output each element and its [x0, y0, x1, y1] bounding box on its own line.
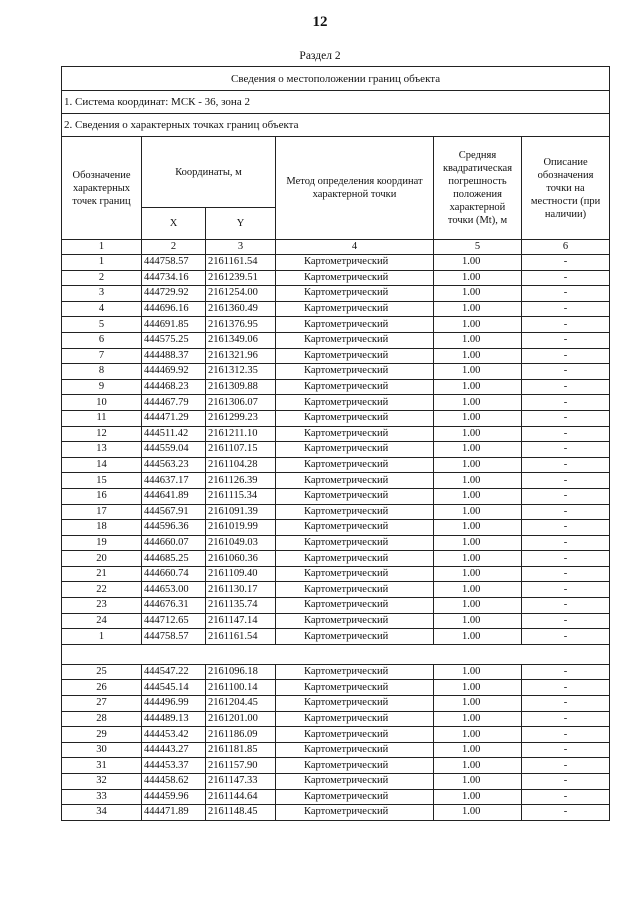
table-cell: 34 [62, 805, 142, 821]
table-cell: 18 [62, 520, 142, 536]
table-cell: 23 [62, 598, 142, 614]
table-row [62, 255, 610, 271]
table-cell: 22 [62, 582, 142, 598]
table-cell: Картометрический [276, 758, 434, 774]
table-cell: 1.00 [434, 789, 522, 805]
column-number: 1 [62, 240, 142, 255]
table-cell: 2161211.10 [206, 426, 276, 442]
table-cell: 2161157.90 [206, 758, 276, 774]
table-cell: 444758.57 [142, 629, 206, 645]
table-cell: 2 [62, 270, 142, 286]
table-cell: 1.00 [434, 488, 522, 504]
table-cell: 444469.92 [142, 364, 206, 380]
table-cell: 8 [62, 364, 142, 380]
table-cell: Картометрический [276, 711, 434, 727]
table-cell: - [522, 805, 610, 821]
table-cell: 444653.00 [142, 582, 206, 598]
table-cell: - [522, 582, 610, 598]
table-cell: - [522, 727, 610, 743]
table-cell: 1.00 [434, 255, 522, 271]
table-cell: 31 [62, 758, 142, 774]
table-cell: 1.00 [434, 442, 522, 458]
table-cell: - [522, 442, 610, 458]
table-cell: Картометрический [276, 379, 434, 395]
table-cell: Картометрический [276, 664, 434, 680]
table-cell: Картометрический [276, 727, 434, 743]
table-cell: 2161239.51 [206, 270, 276, 286]
table-cell: - [522, 680, 610, 696]
header-description: Описание обозначения точки на местности (при наличии) [522, 137, 610, 240]
table-cell: 444641.89 [142, 488, 206, 504]
table-row [62, 727, 610, 743]
table-cell: Картометрический [276, 629, 434, 645]
table-cell: 1.00 [434, 805, 522, 821]
table-cell: - [522, 711, 610, 727]
table-cell: Картометрический [276, 317, 434, 333]
table-cell: Картометрический [276, 504, 434, 520]
table-cell: Картометрический [276, 742, 434, 758]
table-cell: 1.00 [434, 301, 522, 317]
table-cell: - [522, 664, 610, 680]
table-cell: - [522, 379, 610, 395]
table-cell: 444471.89 [142, 805, 206, 821]
table-cell: 1.00 [434, 395, 522, 411]
table-row [62, 442, 610, 458]
table-cell: 2161144.64 [206, 789, 276, 805]
table-cell: 17 [62, 504, 142, 520]
table-cell: 5 [62, 317, 142, 333]
table-cell: 2161126.39 [206, 473, 276, 489]
table-cell: 9 [62, 379, 142, 395]
table-cell: Картометрический [276, 520, 434, 536]
table-cell: 7 [62, 348, 142, 364]
page-number: 12 [312, 14, 328, 30]
table-cell: - [522, 395, 610, 411]
table-cell: 444734.16 [142, 270, 206, 286]
table-row [62, 774, 610, 790]
table-cell: Картометрический [276, 473, 434, 489]
header-method: Метод определения координат характерной точки [276, 137, 434, 240]
table-row [62, 504, 610, 520]
table-cell: Картометрический [276, 696, 434, 712]
table-cell: 16 [62, 488, 142, 504]
table-cell: 444691.85 [142, 317, 206, 333]
table-cell: Картометрический [276, 774, 434, 790]
table-cell: 4 [62, 301, 142, 317]
table-cell: - [522, 364, 610, 380]
table-cell: 33 [62, 789, 142, 805]
table-cell: 32 [62, 774, 142, 790]
coord-system-row [62, 91, 610, 114]
table-cell: Картометрический [276, 582, 434, 598]
table-cell: - [522, 348, 610, 364]
points-title: 2. Сведения о характерных точках границ объекта [62, 114, 610, 137]
table-cell: 444685.25 [142, 551, 206, 567]
table-cell: 2161109.40 [206, 566, 276, 582]
table-cell: 2161299.23 [206, 410, 276, 426]
table-cell: 1.00 [434, 332, 522, 348]
table-row [62, 664, 610, 680]
table-cell: Картометрический [276, 789, 434, 805]
header-coordinates: Координаты, м [142, 137, 276, 208]
table-cell: 444467.79 [142, 395, 206, 411]
table-cell: 2161360.49 [206, 301, 276, 317]
table-cell: 1.00 [434, 379, 522, 395]
table-cell: 1.00 [434, 758, 522, 774]
column-number: 6 [522, 240, 610, 255]
table-cell: - [522, 317, 610, 333]
table-cell: 1.00 [434, 317, 522, 333]
table-row [62, 301, 610, 317]
table-cell: - [522, 301, 610, 317]
table-row [62, 520, 610, 536]
table-cell: 444496.99 [142, 696, 206, 712]
table-cell: 2161135.74 [206, 598, 276, 614]
separator-row [62, 644, 610, 664]
table-row [62, 535, 610, 551]
table-row [62, 566, 610, 582]
header-row [62, 137, 610, 208]
column-number: 4 [276, 240, 434, 255]
table-row [62, 270, 610, 286]
table-row [62, 364, 610, 380]
table-cell: 444459.96 [142, 789, 206, 805]
table-cell: Картометрический [276, 364, 434, 380]
table-cell: - [522, 613, 610, 629]
table-cell: 1.00 [434, 566, 522, 582]
table-cell: 2161148.45 [206, 805, 276, 821]
boundary-points-table [61, 66, 610, 821]
table-cell: Картометрический [276, 255, 434, 271]
table-cell: 1.00 [434, 711, 522, 727]
table-cell: - [522, 551, 610, 567]
table-cell: 12 [62, 426, 142, 442]
table-cell: 1.00 [434, 473, 522, 489]
table-cell: Картометрический [276, 442, 434, 458]
table-cell: 24 [62, 613, 142, 629]
table-cell: 2161201.00 [206, 711, 276, 727]
table-row [62, 317, 610, 333]
points-title-row [62, 114, 610, 137]
table-cell: 444559.04 [142, 442, 206, 458]
table-cell: 1.00 [434, 286, 522, 302]
table-cell: 1.00 [434, 629, 522, 645]
table-cell: 25 [62, 664, 142, 680]
table-cell: 444696.16 [142, 301, 206, 317]
table-cell: 2161204.45 [206, 696, 276, 712]
table-cell: 1.00 [434, 727, 522, 743]
table-cell: 2161306.07 [206, 395, 276, 411]
table-cell: 11 [62, 410, 142, 426]
table-row [62, 742, 610, 758]
table-cell: 13 [62, 442, 142, 458]
table-cell: 1 [62, 255, 142, 271]
table-row [62, 613, 610, 629]
column-number: 3 [206, 240, 276, 255]
table-cell: 2161060.36 [206, 551, 276, 567]
table-cell: - [522, 255, 610, 271]
table-row [62, 680, 610, 696]
table-cell: - [522, 426, 610, 442]
table-cell: 1.00 [434, 504, 522, 520]
table-cell: Картометрический [276, 805, 434, 821]
table-cell: 26 [62, 680, 142, 696]
table-row [62, 286, 610, 302]
table-cell: Картометрический [276, 332, 434, 348]
table-row [62, 696, 610, 712]
table-cell: 444453.42 [142, 727, 206, 743]
table-row [62, 598, 610, 614]
table-cell: 28 [62, 711, 142, 727]
column-numbers-row [62, 240, 610, 255]
table-cell: 2161186.09 [206, 727, 276, 743]
table-cell: Картометрический [276, 395, 434, 411]
table-cell: 1.00 [434, 664, 522, 680]
table-cell: 2161349.06 [206, 332, 276, 348]
table-cell: 2161147.33 [206, 774, 276, 790]
table-cell: 444453.37 [142, 758, 206, 774]
table-cell: 2161107.15 [206, 442, 276, 458]
table-row [62, 758, 610, 774]
table-cell: - [522, 270, 610, 286]
table-cell: 444575.25 [142, 332, 206, 348]
table-cell: 2161254.00 [206, 286, 276, 302]
table-cell: 444758.57 [142, 255, 206, 271]
column-number: 2 [142, 240, 206, 255]
table-cell: 2161091.39 [206, 504, 276, 520]
table-cell: Картометрический [276, 613, 434, 629]
table-cell: 2161376.95 [206, 317, 276, 333]
table-cell: Картометрический [276, 535, 434, 551]
table-cell: 15 [62, 473, 142, 489]
table-title: Сведения о местоположении границ объекта [62, 67, 610, 91]
table-cell: 444443.27 [142, 742, 206, 758]
separator-cell [62, 644, 610, 664]
table-cell: 1.00 [434, 410, 522, 426]
table-cell: 1.00 [434, 774, 522, 790]
table-cell: 2161019.99 [206, 520, 276, 536]
table-cell: 1.00 [434, 551, 522, 567]
table-cell: - [522, 504, 610, 520]
table-cell: 1.00 [434, 426, 522, 442]
table-cell: 2161147.14 [206, 613, 276, 629]
table-cell: 2161309.88 [206, 379, 276, 395]
table-cell: 444488.37 [142, 348, 206, 364]
table-cell: 2161049.03 [206, 535, 276, 551]
table-cell: 2161115.34 [206, 488, 276, 504]
table-cell: 1.00 [434, 680, 522, 696]
table-cell: 6 [62, 332, 142, 348]
table-cell: Картометрический [276, 680, 434, 696]
table-row [62, 332, 610, 348]
table-cell: 1.00 [434, 457, 522, 473]
table-cell: - [522, 535, 610, 551]
table-cell: 444567.91 [142, 504, 206, 520]
table-cell: 444637.17 [142, 473, 206, 489]
table-cell: Картометрический [276, 286, 434, 302]
table-cell: 444458.62 [142, 774, 206, 790]
table-cell: 1.00 [434, 742, 522, 758]
table-cell: 1.00 [434, 364, 522, 380]
table-cell: 1.00 [434, 535, 522, 551]
table-cell: Картометрический [276, 488, 434, 504]
table-cell: 1 [62, 629, 142, 645]
coord-system: 1. Система координат: МСК - 36, зона 2 [62, 91, 610, 114]
table-cell: 2161321.96 [206, 348, 276, 364]
table-cell: Картометрический [276, 457, 434, 473]
table-cell: 2161312.35 [206, 364, 276, 380]
table-row [62, 379, 610, 395]
table-cell: - [522, 566, 610, 582]
table-cell: 1.00 [434, 520, 522, 536]
table-row [62, 805, 610, 821]
table-cell: Картометрический [276, 270, 434, 286]
table-cell: 1.00 [434, 348, 522, 364]
header-designation: Обозначение характерных точек границ [62, 137, 142, 240]
table-cell: 10 [62, 395, 142, 411]
table-cell: Картометрический [276, 410, 434, 426]
header-y: Y [206, 208, 276, 240]
table-cell: 444676.31 [142, 598, 206, 614]
table-cell: 444596.36 [142, 520, 206, 536]
table-cell: 2161161.54 [206, 255, 276, 271]
table-cell: - [522, 758, 610, 774]
table-cell: Картометрический [276, 426, 434, 442]
table-row [62, 711, 610, 727]
table-cell: - [522, 629, 610, 645]
table-cell: - [522, 332, 610, 348]
table-cell: 444545.14 [142, 680, 206, 696]
table-cell: Картометрический [276, 348, 434, 364]
table-row [62, 395, 610, 411]
table-cell: 2161130.17 [206, 582, 276, 598]
table-cell: 1.00 [434, 613, 522, 629]
header-error: Средняя квадратическая погрешность положения характерной точки (Mt), м [434, 137, 522, 240]
table-cell: 2161161.54 [206, 629, 276, 645]
table-cell: - [522, 410, 610, 426]
table-row [62, 473, 610, 489]
table-cell: Картометрический [276, 566, 434, 582]
table-row [62, 629, 610, 645]
table-row [62, 488, 610, 504]
table-title-row [62, 67, 610, 91]
table-cell: - [522, 286, 610, 302]
table-cell: 444468.23 [142, 379, 206, 395]
table-cell: 21 [62, 566, 142, 582]
table-cell: 444563.23 [142, 457, 206, 473]
table-cell: 30 [62, 742, 142, 758]
table-cell: - [522, 774, 610, 790]
table-row [62, 582, 610, 598]
table-cell: Картометрический [276, 551, 434, 567]
table-row [62, 410, 610, 426]
table-cell: 2161104.28 [206, 457, 276, 473]
table-cell: 29 [62, 727, 142, 743]
table-row [62, 348, 610, 364]
section-title: Раздел 2 [299, 50, 341, 62]
table-row [62, 426, 610, 442]
table-cell: 444729.92 [142, 286, 206, 302]
table-cell: 1.00 [434, 582, 522, 598]
table-cell: 2161096.18 [206, 664, 276, 680]
table-cell: 19 [62, 535, 142, 551]
table-cell: 444489.13 [142, 711, 206, 727]
table-cell: - [522, 473, 610, 489]
table-cell: - [522, 789, 610, 805]
table-cell: - [522, 488, 610, 504]
table-cell: - [522, 520, 610, 536]
column-number: 5 [434, 240, 522, 255]
table-cell: 444660.74 [142, 566, 206, 582]
table-cell: Картометрический [276, 598, 434, 614]
table-cell: - [522, 457, 610, 473]
table-cell: Картометрический [276, 301, 434, 317]
table-cell: - [522, 598, 610, 614]
table-cell: 444511.42 [142, 426, 206, 442]
table-cell: 444712.65 [142, 613, 206, 629]
table-cell: 444660.07 [142, 535, 206, 551]
table-cell: 27 [62, 696, 142, 712]
table-cell: 1.00 [434, 598, 522, 614]
table-cell: 444471.29 [142, 410, 206, 426]
table-row [62, 789, 610, 805]
table-cell: 444547.22 [142, 664, 206, 680]
table-cell: 3 [62, 286, 142, 302]
table-cell: 2161100.14 [206, 680, 276, 696]
table-cell: 1.00 [434, 696, 522, 712]
table-cell: 20 [62, 551, 142, 567]
table-row [62, 457, 610, 473]
header-x: X [142, 208, 206, 240]
table-cell: - [522, 742, 610, 758]
table-cell: - [522, 696, 610, 712]
table-row [62, 551, 610, 567]
table-cell: 14 [62, 457, 142, 473]
table-cell: 2161181.85 [206, 742, 276, 758]
table-cell: 1.00 [434, 270, 522, 286]
